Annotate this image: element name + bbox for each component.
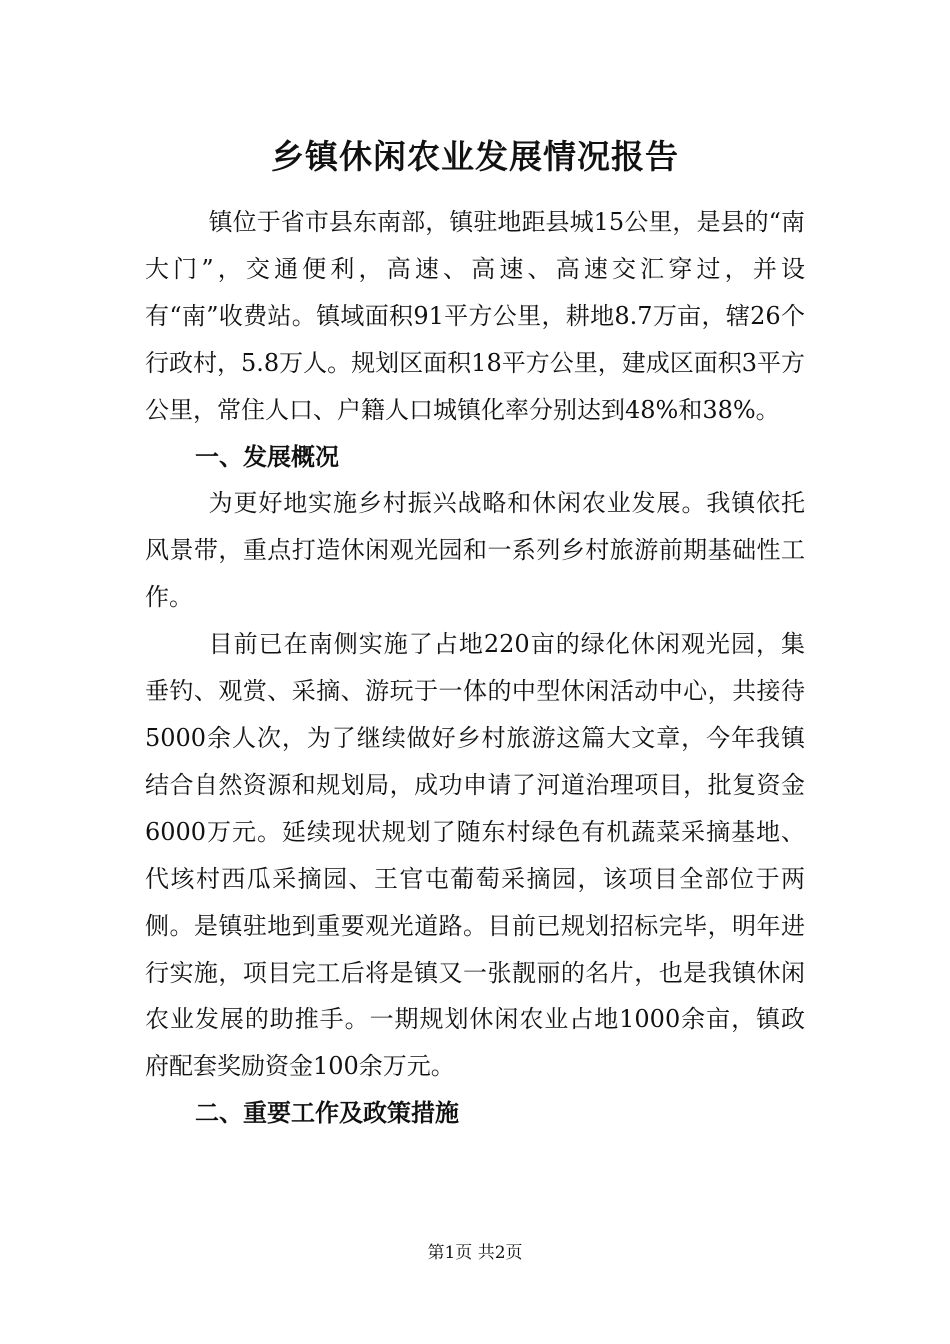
- section-heading-measures: 二、重要工作及政策措施: [195, 1099, 459, 1128]
- document-body: [145, 199, 805, 1137]
- paragraph-intro: 镇位于省市县东南部，镇驻地距县城15公里，是县的“南大门”，交通便利，高速、高速、高速交汇穿过，并设有“南”收费站。镇域面积91平方公里，耕地8.7万亩，辖26个行政村，5.8万人。规划区面积18平方公里，建成区面积3平方公里，常住人口、户籍人口城镇化率分别达到48%和38%。: [145, 208, 805, 424]
- section-heading-overview: 一、发展概况: [195, 442, 339, 471]
- paragraph-overview: 为更好地实施乡村振兴战略和休闲农业发展。我镇依托风景带，重点打造休闲观光园和一系列乡村旅游前期基础性工作。: [145, 489, 805, 612]
- page-number: 第1页 共2页: [427, 1243, 523, 1263]
- paragraph-projects: 目前已在南侧实施了占地220亩的绿化休闲观光园，集垂钓、观赏、采摘、游玩于一体的中型休闲活动中心，共接待5000余人次，为了继续做好乡村旅游这篇大文章，今年我镇结合自然资源和规划局，成功申请了河道治理项目，批复资金6000万元。延续现状规划了随东村绿色有机蔬菜采摘基地、代垓村西瓜采摘园、王官屯葡萄采摘园，该项目全部位于两侧。是镇驻地到重要观光道路。目前已规划招标完毕，明年进行实施，项目完工后将是镇又一张靓丽的名片，也是我镇休闲农业发展的助推手。一期规划休闲农业占地1000余亩，镇政府配套奖励资金100余万元。: [145, 630, 805, 1081]
- document-title: 乡镇休闲农业发展情况报告: [271, 137, 679, 176]
